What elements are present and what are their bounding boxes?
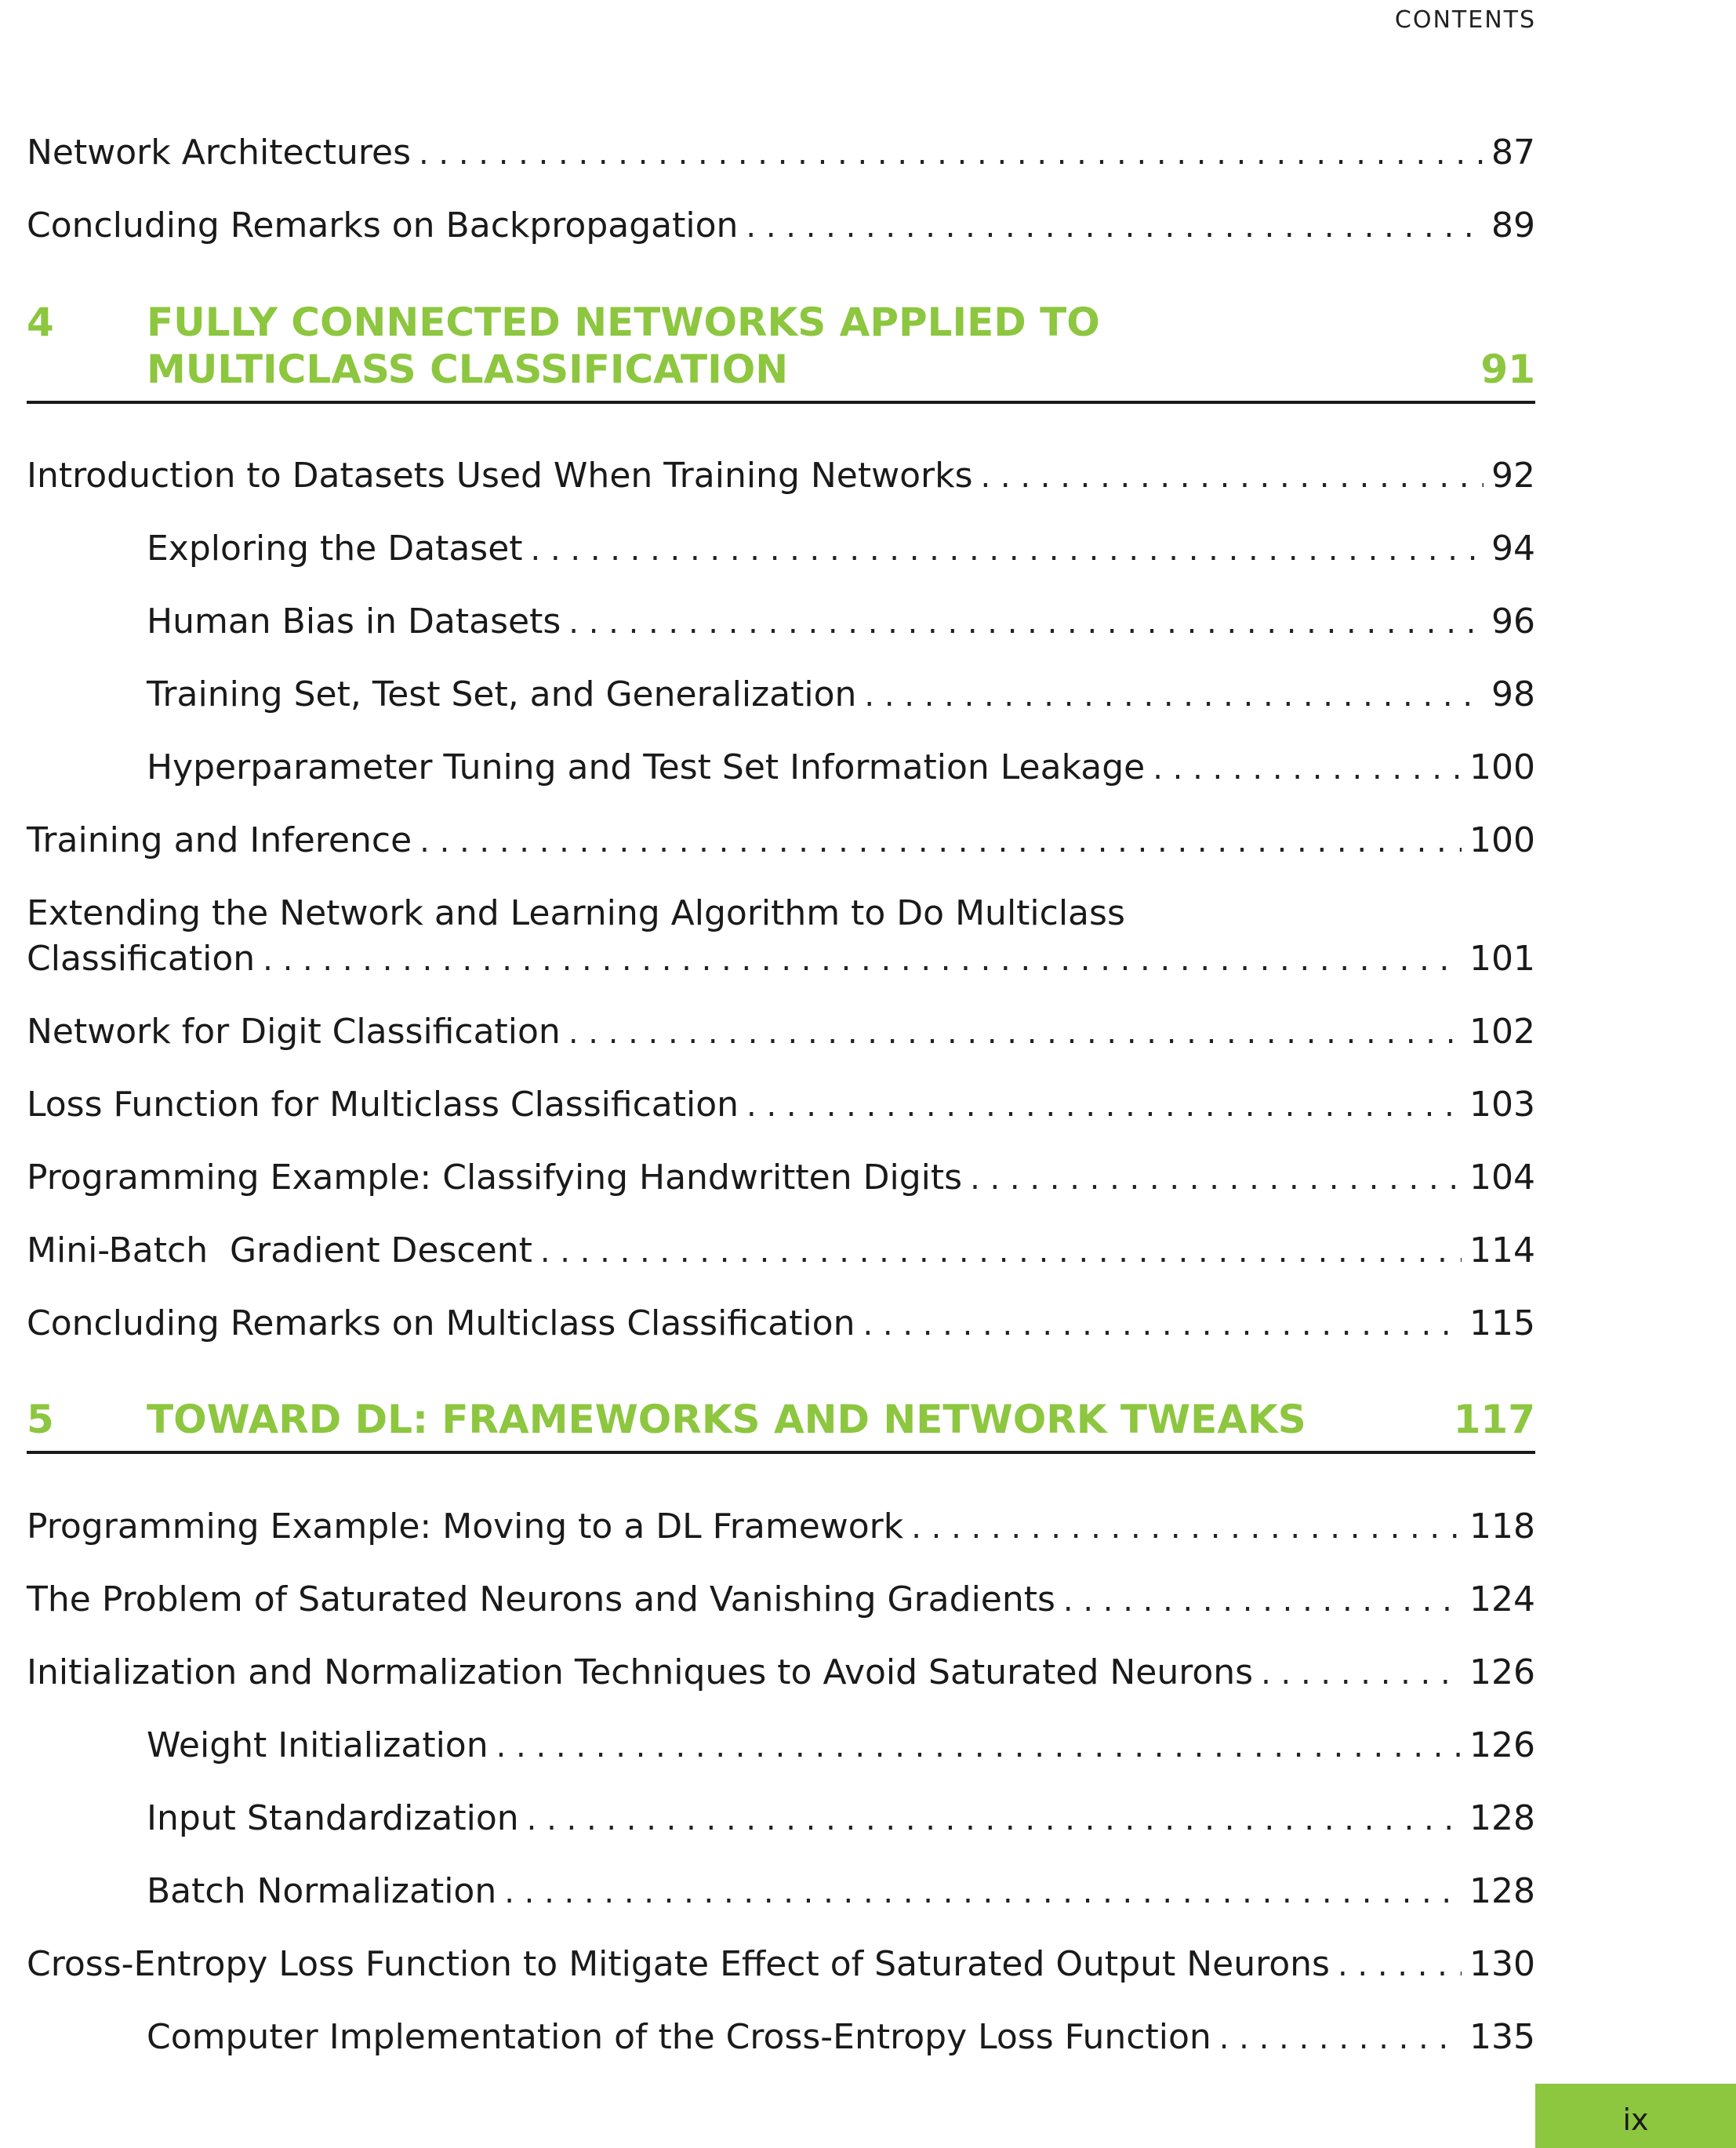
dot-leader [746,1083,1462,1129]
toc-entry-page: 100 [1469,747,1535,787]
toc-entry-title: Hyperparameter Tuning and Test Set Information Leakage [147,747,1146,787]
dot-leader [504,1870,1462,1915]
dot-leader [540,1229,1462,1274]
toc-entry[interactable] [27,818,1535,863]
toc-entry-title: Programming Example: Classifying Handwritten Digits [27,1158,963,1198]
toc-entry-page: 103 [1469,1085,1535,1125]
toc-entry-title: Weight Initialization [147,1725,488,1765]
toc-entry[interactable] [27,1082,1535,1128]
toc-subentry[interactable] [147,526,1535,572]
dot-leader [568,600,1484,645]
dot-leader [568,1010,1462,1056]
toc-entry-page: 114 [1469,1230,1535,1270]
toc-entry-title: Initialization and Normalization Techniques to Avoid Saturated Neurons [27,1652,1254,1692]
toc-subentry[interactable] [147,599,1535,645]
toc-entry-page: 118 [1469,1507,1535,1546]
dot-leader [1261,1651,1462,1696]
toc-entry-title: Concluding Remarks on Multiclass Classification [27,1303,855,1343]
toc-entry-page: 135 [1469,2017,1535,2057]
chapter-page: 91 [1480,347,1535,392]
toc-entry-page: 130 [1469,1944,1535,1984]
toc-entry[interactable] [27,1504,1535,1550]
chapter-heading[interactable] [27,299,1535,393]
toc-entry-page: 104 [1469,1158,1535,1198]
folio-tab [1535,2084,1736,2148]
chapter-number: 4 [27,300,54,345]
toc-entry[interactable] [27,1009,1535,1055]
toc-entry-page: 124 [1469,1579,1535,1619]
toc-entry-title: Human Bias in Datasets [147,602,561,641]
toc-entry-page: 87 [1491,133,1535,173]
toc-entry[interactable] [27,453,1535,499]
dot-leader [911,1505,1462,1550]
dot-leader [1063,1578,1462,1623]
toc-entry-title: Loss Function for Multiclass Classification [27,1085,739,1125]
toc-entry-title: Concluding Remarks on Backpropagation [27,205,739,245]
toc-entry-title: Introduction to Datasets Used When Training Networks [27,456,973,496]
toc-subentry[interactable] [147,745,1535,791]
toc-subentry[interactable] [147,2015,1535,2060]
chapter-title: TOWARD DL: FRAMEWORKS AND NETWORK TWEAKS [147,1397,1306,1442]
dot-leader [1219,2015,1462,2061]
toc-entry-page: 128 [1469,1798,1535,1838]
dot-leader [746,204,1484,249]
dot-leader [531,527,1484,572]
toc-entry-page: 92 [1491,456,1535,496]
toc-entry-title-line1[interactable]: Extending the Network and Learning Algorithm to Do Multiclass [27,893,1125,933]
dot-leader [419,131,1484,176]
toc-entry-title: Training and Inference [27,820,412,860]
toc-entry[interactable] [27,1942,1535,1987]
toc-subentry[interactable] [147,1723,1535,1768]
dot-leader [1338,1943,1462,1988]
toc-entry-page: 102 [1469,1012,1535,1052]
toc-entry-title: Network Architectures [27,133,411,173]
dot-leader [263,937,1462,983]
toc-entry[interactable] [27,936,1535,982]
toc-entry-page: 96 [1491,602,1535,641]
toc-entry-page: 101 [1469,939,1535,979]
dot-leader [527,1797,1462,1842]
toc-entry-title: Computer Implementation of the Cross-Entropy Loss Function [147,2017,1211,2057]
chapter-divider [27,401,1535,404]
toc-subentry[interactable] [147,672,1535,718]
toc-entry-title: Exploring the Dataset [147,529,523,569]
toc-entry-page: 115 [1469,1303,1535,1343]
toc-subentry[interactable] [147,1869,1535,1914]
toc-entry-page: 89 [1491,205,1535,245]
toc-entry[interactable] [27,1577,1535,1623]
chapter-divider [27,1451,1535,1454]
toc-entry-page: 100 [1469,820,1535,860]
chapter-page: 117 [1453,1397,1535,1442]
toc-entry-page: 98 [1491,674,1535,714]
toc-entry[interactable] [27,203,1535,249]
toc-entry-title: Batch Normalization [147,1871,497,1911]
dot-leader [863,1302,1462,1347]
dot-leader [1153,746,1462,791]
toc-entry-title: Input Standardization [147,1798,519,1838]
toc-entry-title: Cross-Entropy Loss Function to Mitigate Effect of Saturated Output Neurons [27,1944,1330,1984]
running-head: CONTENTS [1394,6,1536,34]
toc-entry[interactable] [27,1301,1535,1347]
dot-leader [970,1156,1462,1201]
chapter-title: FULLY CONNECTED NETWORKS APPLIED TO [147,300,1100,345]
toc-entry-title: The Problem of Saturated Neurons and Vanishing Gradients [27,1579,1055,1619]
toc-entry[interactable] [27,1228,1535,1274]
dot-leader [419,819,1462,864]
toc-entry-page: 126 [1469,1652,1535,1692]
toc-entry-title: Programming Example: Moving to a DL Framework [27,1507,904,1546]
page-number: ix [1622,2103,1649,2137]
toc-entry-title-line2: Classification [27,939,256,979]
toc-entry-page: 126 [1469,1725,1535,1765]
toc-entry[interactable] [27,1155,1535,1201]
toc-entry-page: 94 [1491,529,1535,569]
toc-entry[interactable] [27,130,1535,176]
chapter-title: MULTICLASS CLASSIFICATION [147,347,789,392]
chapter-heading[interactable] [27,1396,1535,1443]
toc-entry[interactable] [27,1650,1535,1696]
dot-leader [864,673,1484,718]
chapter-number: 5 [27,1397,54,1442]
toc-entry-title: Mini-Batch Gradient Descent [27,1230,532,1270]
dot-leader [496,1724,1462,1769]
toc-subentry[interactable] [147,1796,1535,1841]
dot-leader [981,454,1484,500]
toc-entry-title: Network for Digit Classification [27,1012,561,1052]
toc-entry-title: Training Set, Test Set, and Generalization [147,674,857,714]
toc-entry-page: 128 [1469,1871,1535,1911]
